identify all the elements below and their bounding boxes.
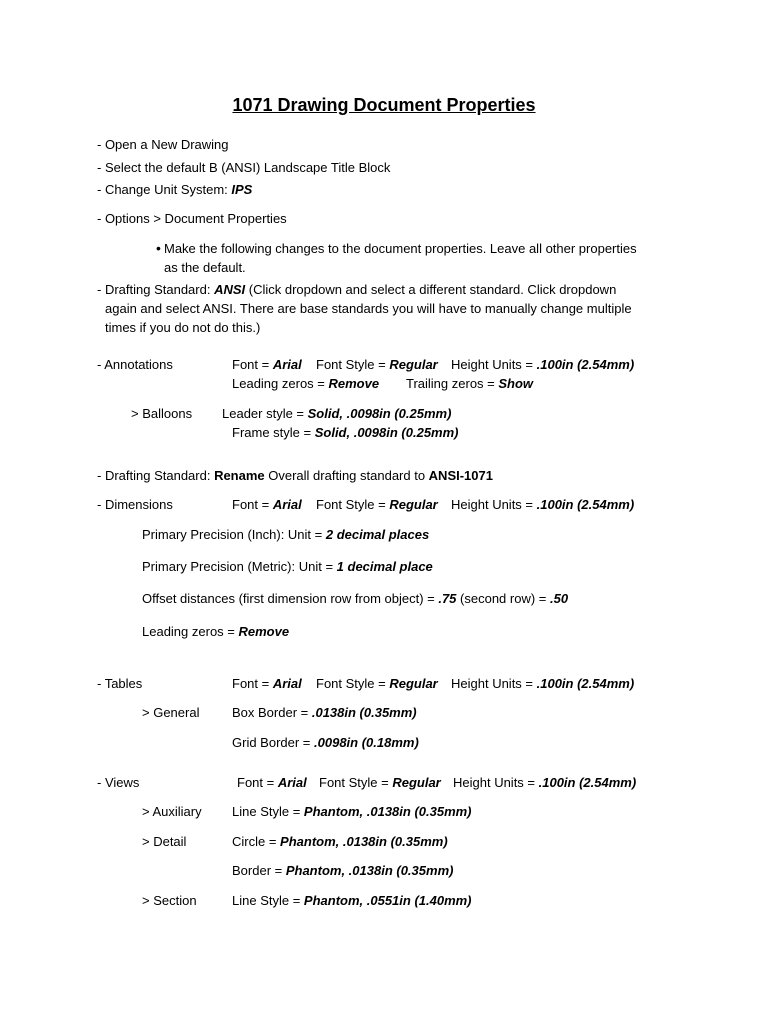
bullet-icon: •: [156, 240, 161, 256]
font-value: Arial: [272, 497, 302, 512]
step-open-drawing: - Open a New Drawing: [97, 137, 229, 152]
font-value: Arial: [272, 676, 302, 691]
drafting-standard-line2: again and select ANSI. There are base standards you will have to manually change multiple: [105, 301, 632, 316]
trailing-zeros-label: Trailing zeros =: [406, 376, 499, 391]
section-line-style-label: Line Style =: [232, 893, 304, 908]
offset-label: Offset distances (first dimension row from object) =: [142, 591, 439, 606]
font-style-value: Regular: [389, 497, 438, 512]
font-style-value: Regular: [392, 775, 441, 790]
balloons-label: > Balloons: [131, 406, 193, 421]
box-border-value: .0138in (0.35mm): [311, 705, 417, 720]
font-value: Arial: [277, 775, 307, 790]
bullet-text-line2: as the default.: [164, 260, 246, 275]
annotations-style-row: [316, 357, 438, 372]
detail-border-value: Phantom, .0138in (0.35mm): [285, 863, 454, 878]
leader-style-label: Leader style =: [222, 406, 308, 421]
frame-style-label: Frame style =: [232, 425, 315, 440]
step-change-label: - Change Unit System:: [97, 182, 232, 197]
rename-value: ANSI-1071: [428, 468, 493, 483]
rename-keyword: Rename: [214, 468, 265, 483]
precision-inch-label: Primary Precision (Inch): Unit =: [142, 527, 326, 542]
tables-label: - Tables: [97, 676, 143, 691]
balloons-frame-row: [232, 425, 459, 440]
page-title: 1071 Drawing Document Properties: [232, 95, 536, 115]
annotations-leading-row: [232, 376, 379, 391]
font-style-label: Font Style =: [316, 357, 390, 372]
box-border-row: [232, 705, 417, 720]
grid-border-row: [232, 735, 419, 750]
height-value: .100in (2.54mm): [536, 357, 635, 372]
drafting-standard-value: ANSI: [214, 282, 246, 297]
precision-metric-label: Primary Precision (Metric): Unit =: [142, 559, 337, 574]
detail-border-label: Border =: [232, 863, 286, 878]
height-label: Height Units =: [451, 676, 537, 691]
views-height-row: [453, 775, 636, 790]
detail-circle-value: Phantom, .0138in (0.35mm): [280, 834, 448, 849]
frame-style-value: Solid, .0098in (0.25mm): [314, 425, 459, 440]
views-auxiliary-label: > Auxiliary: [142, 804, 202, 819]
section-line-style-value: Phantom, .0551in (1.40mm): [303, 893, 472, 908]
drafting-standard-label-2: - Drafting Standard:: [97, 468, 215, 483]
offset-distances: [142, 591, 568, 606]
font-style-label: Font Style =: [316, 676, 390, 691]
precision-metric-value: 1 decimal place: [336, 559, 433, 574]
dimensions-label: - Dimensions: [97, 497, 173, 512]
height-value: .100in (2.54mm): [536, 497, 635, 512]
drafting-standard-label: - Drafting Standard:: [97, 282, 215, 297]
bullet-text-line1: Make the following changes to the document properties. Leave all other properties: [164, 241, 637, 256]
leader-style-value: Solid, .0098in (0.25mm): [307, 406, 452, 421]
tables-general-label: > General: [142, 705, 200, 720]
step-options: - Options > Document Properties: [97, 211, 287, 226]
dimensions-font-row: [232, 497, 302, 512]
font-label: Font =: [232, 676, 273, 691]
balloons-leader-row: [222, 406, 451, 421]
height-value: .100in (2.54mm): [536, 676, 635, 691]
tables-font-row: [232, 676, 302, 691]
leading-zeros-label: Leading zeros =: [142, 624, 239, 639]
drafting-standard-line3: times if you do not do this.): [105, 320, 261, 335]
annotations-height-row: [451, 357, 634, 372]
drafting-standard-rename: [97, 468, 493, 483]
annotations-font-row: [232, 357, 302, 372]
dimensions-height-row: [451, 497, 634, 512]
views-section-label: > Section: [142, 893, 197, 908]
offset-second-value: .50: [550, 591, 569, 606]
grid-border-label: Grid Border =: [232, 735, 315, 750]
step-change-unit-system: [97, 182, 252, 197]
primary-precision-metric: [142, 559, 433, 574]
font-style-value: Regular: [389, 357, 438, 372]
views-label: - Views: [97, 775, 140, 790]
tables-height-row: [451, 676, 634, 691]
height-label: Height Units =: [453, 775, 539, 790]
font-style-value: Regular: [389, 676, 438, 691]
offset-second-label: (second row) =: [456, 591, 550, 606]
aux-line-style-label: Line Style =: [232, 804, 304, 819]
views-style-row: [319, 775, 441, 790]
section-line-style: [232, 893, 472, 908]
tables-style-row: [316, 676, 438, 691]
step-select-title-block: - Select the default B (ANSI) Landscape Title Block: [97, 160, 391, 175]
drafting-standard-line1: [97, 282, 616, 297]
precision-inch-value: 2 decimal places: [325, 527, 430, 542]
annotations-trailing-row: [406, 376, 533, 391]
height-label: Height Units =: [451, 357, 537, 372]
drafting-standard-note: (Click dropdown and select a different standard. Click dropdown: [245, 282, 617, 297]
leading-zeros-label: Leading zeros =: [232, 376, 329, 391]
detail-border: [232, 863, 453, 878]
primary-precision-inch: [142, 527, 429, 542]
annotations-label: - Annotations: [97, 357, 173, 372]
detail-circle: [232, 834, 448, 849]
dimensions-leading-zeros: [142, 624, 289, 639]
font-style-label: Font Style =: [316, 497, 390, 512]
height-value: .100in (2.54mm): [538, 775, 637, 790]
font-label: Font =: [232, 497, 273, 512]
height-label: Height Units =: [451, 497, 537, 512]
leading-zeros-value: Remove: [328, 376, 380, 391]
font-label: Font =: [237, 775, 278, 790]
offset-first-value: .75: [438, 591, 457, 606]
unit-system-value: IPS: [231, 182, 253, 197]
views-detail-label: > Detail: [142, 834, 187, 849]
auxiliary-line-style: [232, 804, 472, 819]
dimensions-style-row: [316, 497, 438, 512]
rename-description: Overall drafting standard to: [264, 468, 429, 483]
aux-line-style-value: Phantom, .0138in (0.35mm): [303, 804, 472, 819]
trailing-zeros-value: Show: [498, 376, 534, 391]
font-style-label: Font Style =: [319, 775, 393, 790]
grid-border-value: .0098in (0.18mm): [314, 735, 419, 750]
leading-zeros-value: Remove: [238, 624, 290, 639]
font-label: Font =: [232, 357, 273, 372]
font-value: Arial: [272, 357, 302, 372]
box-border-label: Box Border =: [232, 705, 312, 720]
detail-circle-label: Circle =: [232, 834, 281, 849]
views-font-row: [237, 775, 307, 790]
